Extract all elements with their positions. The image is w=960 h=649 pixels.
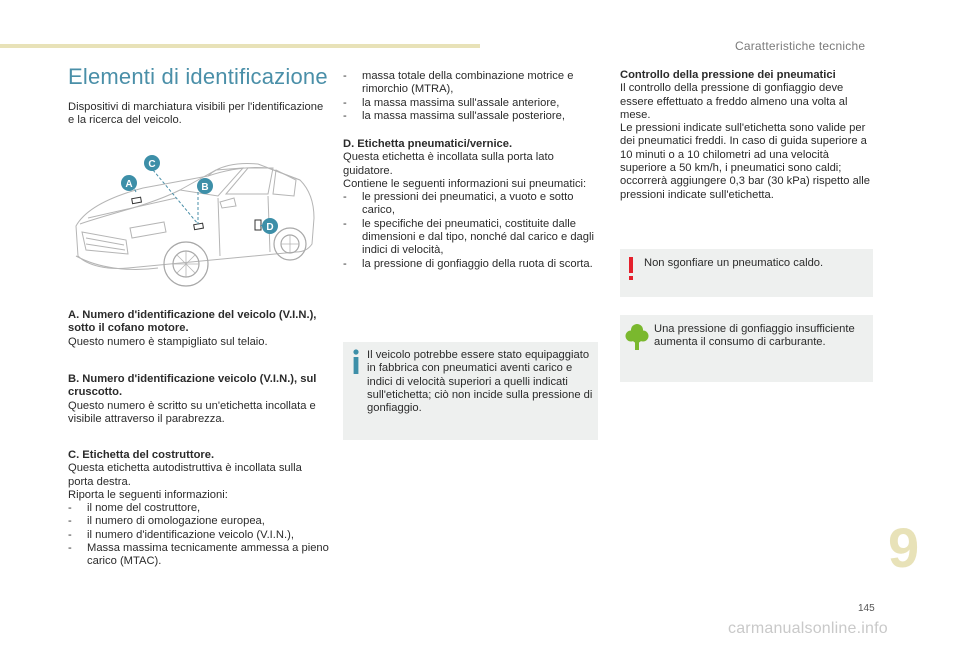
intro-text bbox=[68, 101, 328, 128]
pressure-body2: Le pressioni indicate sull'etichetta sono valide per dei pneumatici freddi. In caso di guida superiore a 10 minuti o a 10 chilometri ad una velocità superiore a 50 km/h, i pneumatici sono caldi; occorrerà aggiungere 0,3 bar (30 kPa) rispetto alle pressioni indicate sull'etichetta. bbox=[620, 122, 870, 201]
warning-exclamation-icon bbox=[626, 257, 636, 281]
page-number: 145 bbox=[858, 603, 875, 614]
info-note-text: Il veicolo potrebbe essere stato equipaggiato in fabbrica con pneumatici aventi carico e indici di velocità superiori a quelli indicati sull'etichetta; ciò non incide sulla pressione di gonfiaggio. bbox=[367, 349, 593, 415]
block-c-body2: Riporta le seguenti informazioni: bbox=[68, 488, 228, 501]
list-item: - il numero d'identificazione veicolo (V.I.N.), bbox=[68, 528, 294, 541]
marker-c-label: C bbox=[148, 159, 156, 170]
pressure-body1: Il controllo della pressione di gonfiaggio deve essere effettuato a freddo almeno una volta al mese. bbox=[620, 82, 848, 121]
block-vin-dashboard bbox=[68, 373, 330, 426]
page-title: Elementi di identificazione bbox=[68, 64, 328, 89]
block-c-body1: Questa etichetta autodistruttiva è incollata sulla porta destra. bbox=[68, 462, 302, 488]
pressure-check-section bbox=[620, 69, 874, 202]
marker-b-label: B bbox=[201, 182, 209, 193]
block-d-body1: Questa etichetta è incollata sulla porta lato guidatore. bbox=[343, 151, 554, 177]
list-item: - il numero di omologazione europea, bbox=[68, 515, 265, 528]
block-d-heading: D. Etichetta pneumatici/vernice. bbox=[343, 138, 513, 150]
block-tyre-label bbox=[343, 138, 601, 271]
eco-note-text: Una pressione di gonfiaggio insufficiente aumenta il consumo di carburante. bbox=[654, 323, 855, 349]
warning-note-box bbox=[620, 249, 873, 297]
marker-a-label: A bbox=[125, 179, 133, 190]
list-item: - massa totale della combinazione motrice e rimorchio (MTRA), bbox=[343, 70, 574, 96]
block-vin-engine bbox=[68, 309, 330, 349]
list-item: - le specifiche dei pneumatici, costituite dalle dimensioni e dal tipo, nonché dal carico e dagli indici di velocità, bbox=[343, 217, 594, 257]
block-a-heading: A. Numero d'identificazione del veicolo (V.I.N.), sotto il cofano motore. bbox=[68, 309, 317, 335]
list-item: - Massa massima tecnicamente ammessa a pieno carico (MTAC). bbox=[68, 542, 329, 568]
block-b-heading: B. Numero d'identificazione veicolo (V.I.N.), sul cruscotto. bbox=[68, 373, 317, 399]
list-item: - il nome del costruttore, bbox=[68, 502, 201, 515]
section-title: Caratteristiche tecniche bbox=[735, 39, 866, 53]
marker-c bbox=[144, 155, 160, 171]
block-manufacturer-label bbox=[68, 449, 330, 569]
block-d-body2: Contiene le seguenti informazioni sui pneumatici: bbox=[343, 177, 587, 190]
list-item: - la pressione di gonfiaggio della ruota di scorta. bbox=[343, 257, 593, 270]
list-item: - la massa massima sull'assale posteriore, bbox=[343, 109, 565, 122]
block-a-body: Questo numero è stampigliato sul telaio. bbox=[68, 335, 268, 348]
watermark: carmanualsonline.info bbox=[728, 620, 888, 637]
block-b-body: Questo numero è scritto su un'etichetta incollata e visibile attraverso il parabrezza. bbox=[68, 399, 316, 425]
mass-list bbox=[343, 70, 601, 123]
eco-note-box bbox=[620, 315, 873, 382]
list-item: - le pressioni dei pneumatici, a vuoto e sotto carico, bbox=[343, 191, 574, 217]
pressure-heading: Controllo della pressione dei pneumatici bbox=[620, 69, 836, 81]
info-note-box bbox=[343, 342, 598, 440]
marker-a bbox=[121, 175, 137, 191]
block-c-heading: C. Etichetta del costruttore. bbox=[68, 449, 215, 461]
info-icon bbox=[350, 349, 362, 375]
eco-tree-icon bbox=[625, 323, 649, 351]
marker-b bbox=[197, 178, 213, 194]
header-accent-bar bbox=[0, 44, 480, 48]
warning-note-text: Non sgonfiare un pneumatico caldo. bbox=[644, 257, 824, 269]
car-illustration bbox=[68, 148, 318, 298]
chapter-number: 9 bbox=[888, 516, 920, 579]
marker-d bbox=[262, 218, 278, 234]
marker-d-label: D bbox=[266, 222, 274, 233]
intro-paragraph: Dispositivi di marchiatura visibili per l'identificazione e la ricerca del veicolo. bbox=[68, 101, 324, 127]
list-item: - la massa massima sull'assale anteriore, bbox=[343, 96, 560, 109]
